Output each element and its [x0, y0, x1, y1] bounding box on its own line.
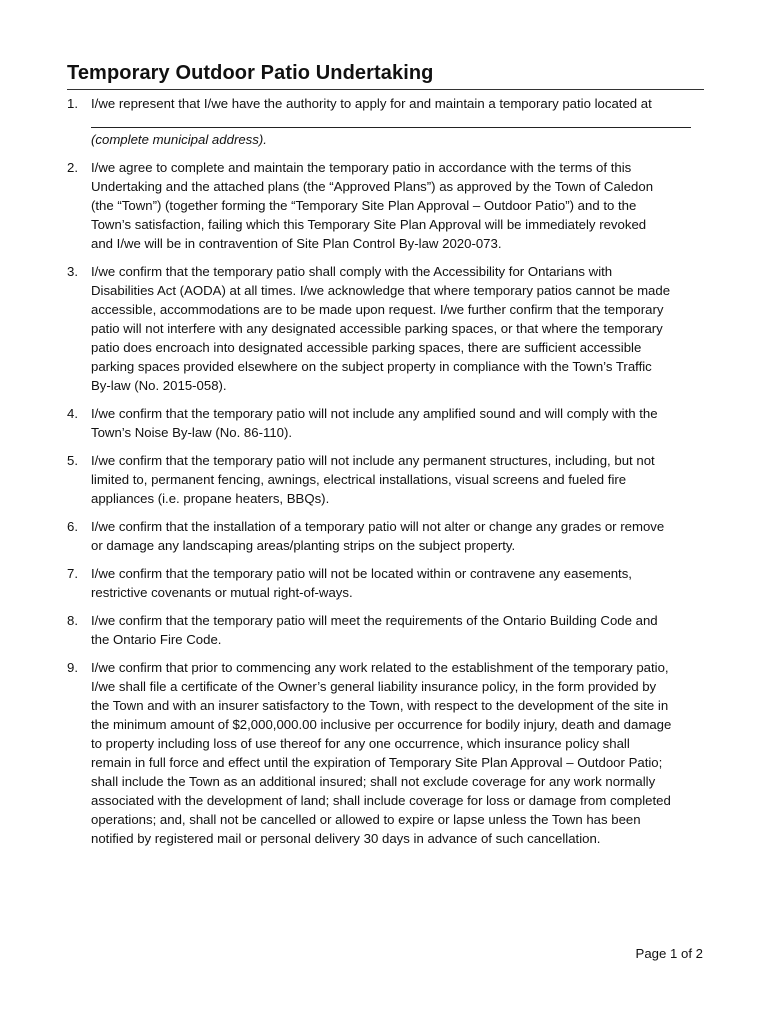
text-line: to property including loss of use thereof for any one occurrence, which insurance policy shall: [91, 736, 630, 751]
text-line: I/we agree to complete and maintain the temporary patio in accordance with the terms of this: [91, 160, 632, 175]
list-item: [67, 404, 707, 442]
text-line: remain in full force and effect until the expiration of Temporary Site Plan Approval – Outdoor Patio;: [91, 755, 663, 770]
item-number: 4.: [67, 406, 78, 421]
text-line: I/we confirm that the temporary patio will meet the requirements of the Ontario Building Code and: [91, 613, 658, 628]
list-item: [67, 158, 707, 253]
text-line: shall include the Town as an additional insured; shall not exclude coverage for any work normally: [91, 774, 656, 789]
text-line: accessible, accommodations are to be made upon request. I/we further confirm that the temporary: [91, 302, 664, 317]
item-number: 2.: [67, 160, 78, 175]
page-title: Temporary Outdoor Patio Undertaking: [67, 62, 434, 84]
text-line: Town’s satisfaction, failing which this Temporary Site Plan Approval will be immediately revoked: [91, 217, 647, 232]
address-blank-line[interactable]: [91, 113, 691, 128]
text-line: the Ontario Fire Code.: [91, 632, 222, 647]
text-line: I/we shall file a certificate of the Owner’s general liability insurance policy, in the form provided by: [91, 679, 657, 694]
text-line: I/we confirm that prior to commencing any work related to the establishment of the temporary patio,: [91, 660, 669, 675]
text-line: I/we confirm that the temporary patio shall comply with the Accessibility for Ontarians with: [91, 264, 613, 279]
list-item: [67, 611, 707, 649]
item-text: [91, 564, 707, 602]
text-line: restrictive covenants or mutual right-of-ways.: [91, 585, 353, 600]
list-item: [67, 658, 707, 848]
text-line: Disabilities Act (AODA) at all times. I/we acknowledge that where temporary patios cannot be made: [91, 283, 671, 298]
item-number: 5.: [67, 453, 78, 468]
list-item: [67, 262, 707, 395]
text-line: patio will not interfere with any designated accessible parking spaces, or that where the temporary: [91, 321, 663, 336]
text-line: Town’s Noise By-law (No. 86-110).: [91, 425, 293, 440]
list-item: [67, 94, 707, 149]
item-number: 3.: [67, 264, 78, 279]
item-text: [91, 262, 707, 395]
item-text: [91, 517, 707, 555]
text-line: I/we confirm that the temporary patio will not be located within or contravene any easements,: [91, 566, 632, 581]
item-text: [91, 404, 707, 442]
item-text: [91, 94, 707, 149]
undertaking-list: [67, 94, 707, 857]
text-line: notified by registered mail or personal delivery 30 days in advance of such cancellation.: [91, 831, 601, 846]
text-line: (the “Town”) (together forming the “Temporary Site Plan Approval – Outdoor Patio”) and to the: [91, 198, 637, 213]
list-item: [67, 517, 707, 555]
text-line: the Town and with an insurer satisfactory to the Town, with respect to the development of the site in: [91, 698, 669, 713]
item-text: [91, 451, 707, 508]
text-line: or damage any landscaping areas/planting strips on the subject property.: [91, 538, 516, 553]
list-item: [67, 564, 707, 602]
title-divider: [67, 89, 704, 90]
text-line: Undertaking and the attached plans (the “Approved Plans”) as approved by the Town of Caledon: [91, 179, 654, 194]
text-line: operations; and, shall not be cancelled or allowed to expire or lapse unless the Town has been: [91, 812, 641, 827]
item-number: 9.: [67, 660, 78, 675]
item-text: [91, 658, 707, 848]
text-line: associated with the development of land; shall include coverage for loss or damage from completed: [91, 793, 671, 808]
item-number: 7.: [67, 566, 78, 581]
text-line: patio does encroach into designated accessible parking spaces, there are sufficient accessible: [91, 340, 642, 355]
item-number: 1.: [67, 96, 78, 111]
text-line: I/we represent that I/we have the authority to apply for and maintain a temporary patio located at: [91, 96, 652, 111]
text-line: limited to, permanent fencing, awnings, electrical installations, visual screens and fueled fire: [91, 472, 627, 487]
list-item: [67, 451, 707, 508]
text-line: appliances (i.e. propane heaters, BBQs).: [91, 491, 330, 506]
text-line: I/we confirm that the temporary patio will not include any permanent structures, including, but not: [91, 453, 655, 468]
address-note: (complete municipal address).: [91, 132, 267, 147]
text-line: By-law (No. 2015-058).: [91, 378, 227, 393]
item-number: 6.: [67, 519, 78, 534]
page-number: Page 1 of 2: [635, 946, 703, 961]
text-line: the minimum amount of $2,000,000.00 inclusive per occurrence for bodily injury, death and damage: [91, 717, 672, 732]
item-text: [91, 611, 707, 649]
item-text: [91, 158, 707, 253]
text-line: parking spaces provided elsewhere on the subject property in compliance with the Town’s Traffic: [91, 359, 652, 374]
text-line: I/we confirm that the installation of a temporary patio will not alter or change any grades or remove: [91, 519, 665, 534]
text-line: I/we confirm that the temporary patio will not include any amplified sound and will comply with the: [91, 406, 658, 421]
item-number: 8.: [67, 613, 78, 628]
text-line: and I/we will be in contravention of Site Plan Control By-law 2020-073.: [91, 236, 502, 251]
